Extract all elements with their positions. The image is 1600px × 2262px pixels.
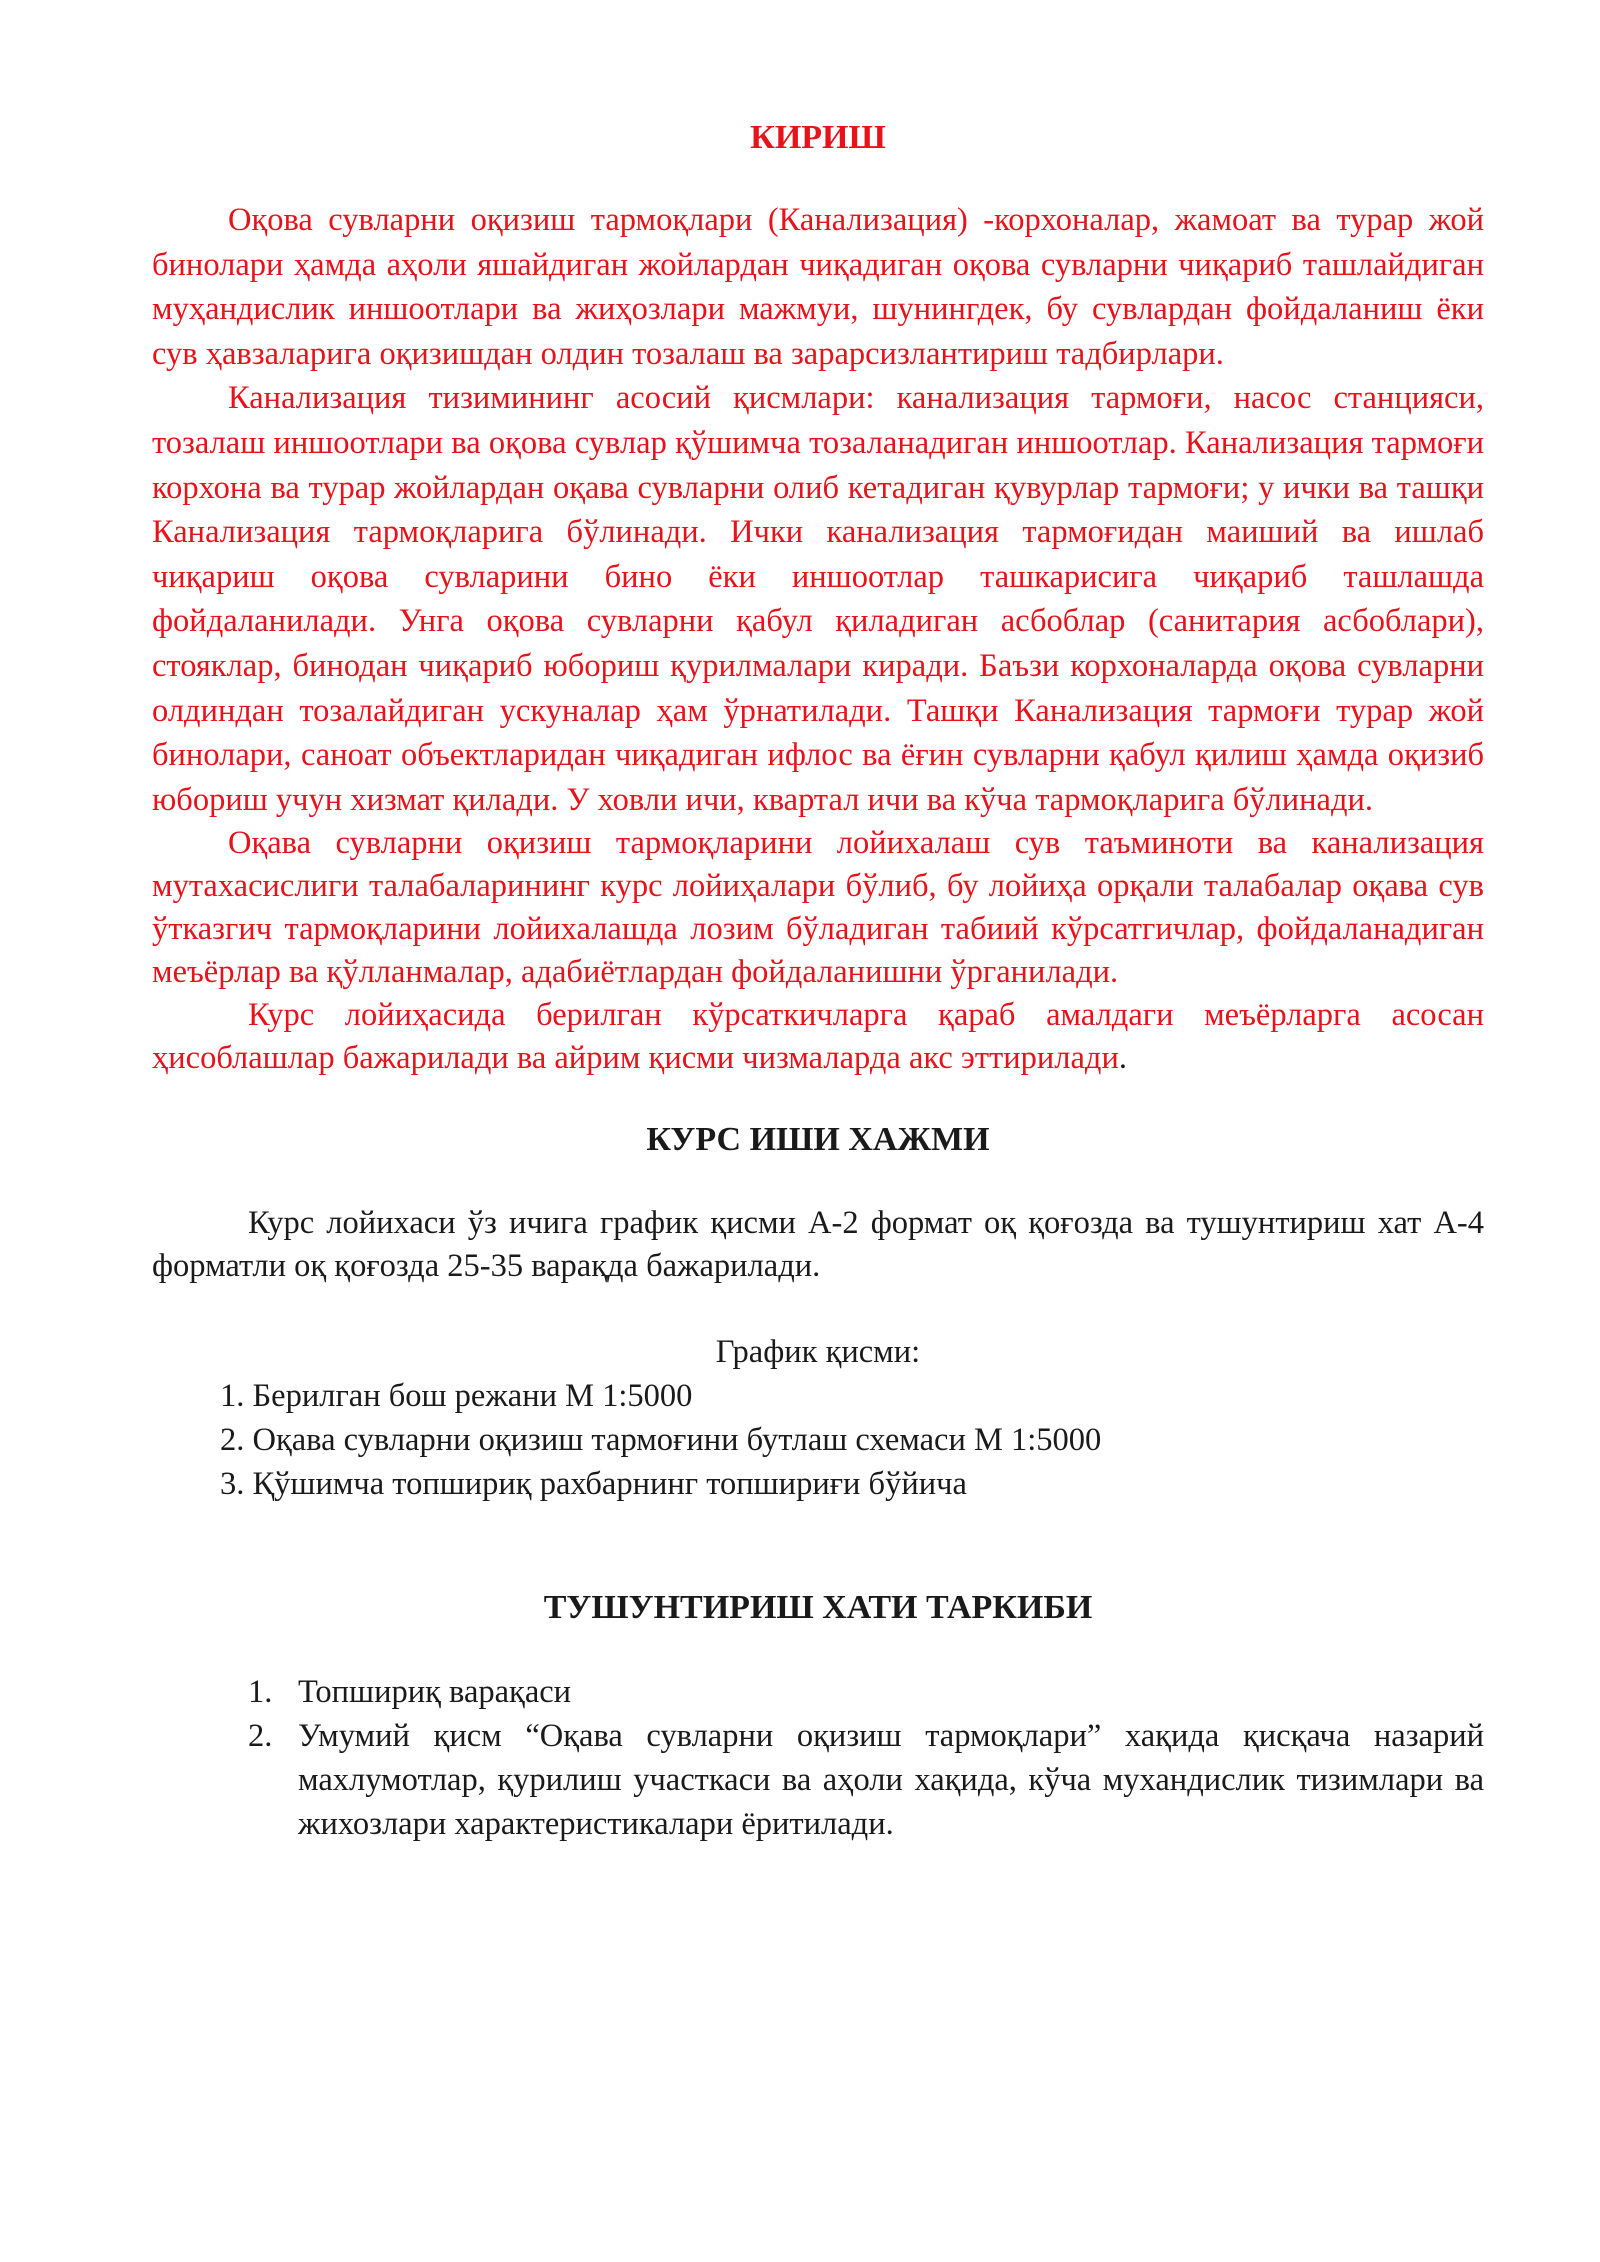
list-item-text: Топшириқ варақаси [298, 1674, 572, 1711]
structure-title: ТУШУНТИРИШ ХАТИ ТАРКИБИ [543, 1589, 1093, 1627]
intro-paragraph: Канализация тизимининг асосий қисмлари: канализация тармоғи, насос станцияси, тозалаш иншоотлари ва оқова сувлар қўшимча тозаланадиган иншоотлар. Канализация тармоғи корхона ва турар жойлардан оқава сувларни олиб кетадиган қувурлар тармоғи; у ички ва ташқи Канализация тармоқларига бўлинади. Ички канализация тармоғидан маиший ва ишлаб чиқариш оқова сувларини бино ёки иншоотлар ташкарисига чиқариб ташлашда фойдаланилади. Унга оқова сувларни қабул қиладиган асбоблар (санитария асбоблари), стояклар, бинодан чиқариб юбориш қурилмалари киради. Баъзи корхоналарда оқова сувларни олдиндан тозалайдиган ускуналар ҳам ўрнатилади. Ташқи Канализация тармоғи турар жой бинолари, саноат объектларидан чиқадиган ифлос ва ёғин сувларни қабул қилиш ҳамда оқизиб юбориш учун хизмат қилади. У ховли ичи, квартал ичи ва кўча тармоқларига бўлинади. [152, 380, 1484, 818]
graphic-label: График қисми: [715, 1334, 921, 1371]
intro-paragraph [152, 994, 1484, 1080]
intro-section [152, 198, 1484, 1080]
structure-list [152, 1670, 1484, 1846]
document-page [152, 112, 1484, 1846]
list-item-number: 1. [220, 1378, 245, 1415]
list-item [152, 1714, 1484, 1846]
list-item [152, 1670, 1484, 1714]
intro-final-period: . [1118, 1040, 1127, 1077]
graphic-list [152, 1374, 1484, 1506]
list-item-text: Қўшимча топшириқ рахбарнинг топшириғи бўйича [252, 1466, 967, 1503]
intro-title: КИРИШ [750, 119, 886, 156]
list-item-text: Оқава сувларни оқизиш тармоғини бутлаш схемаси М 1:5000 [252, 1422, 1102, 1459]
intro-paragraph-text: Курс лойиҳасида берилган кўрсаткичларга қараб амалдаги меъёрларга асосан ҳисоблашлар бажарилади ва айрим қисми чизмаларда акс эттирилади [152, 997, 1484, 1077]
scope-title: КУРС ИШИ ХАЖМИ [646, 1121, 990, 1159]
scope-paragraph: Курс лойихаси ўз ичига график қисми А-2 формат оқ қоғозда ва тушунтириш хат А-4 форматли оқ қоғозда 25-35 варақда бажарилади. [152, 1205, 1484, 1285]
list-item [152, 1462, 1484, 1506]
list-item-number: 1. [248, 1674, 273, 1711]
list-item-number: 3. [220, 1466, 245, 1503]
list-item-text: Берилган бош режани М 1:5000 [252, 1378, 693, 1415]
list-item [152, 1418, 1484, 1462]
list-item-number: 2. [220, 1422, 245, 1459]
intro-paragraph: Оқава сувларни оқизиш тармоқларини лойихалаш сув таъминоти ва канализация мутахасислиги талабаларининг курс лойиҳалари бўлиб, бу лойиҳа орқали талабалар оқава сув ўтказгич тармоқларини лойихалашда лозим бўладиган табиий кўрсатгичлар, фойдаланадиган меъёрлар ва қўлланмалар, адабиётлардан фойдаланишни ўрганилади. [152, 825, 1484, 991]
list-item-text: Умумий қисм “Оқава сувларни оқизиш тармоқлари” хақида қисқача назарий махлумотлар, қурилиш участкаси ва аҳоли хақида, кўча мухандислик тизимлари ва жихозлари характеристикалари ёритилади. [298, 1718, 1484, 1843]
list-item-number: 2. [248, 1718, 273, 1755]
list-item [152, 1374, 1484, 1418]
intro-paragraph: Оқова сувларни оқизиш тармоқлари (Канализация) -корхоналар, жамоат ва турар жой бинолари ҳамда аҳоли яшайдиган жойлардан чиқадиган оқова сувларни чиқариб ташлайдиган муҳандислик иншоотлари ва жиҳозлари мажмуи, шунингдек, бу сувлардан фойдаланиш ёки сув ҳавзаларига оқизишдан олдин тозалаш ва зарарсизлантириш тадбирлари. [152, 202, 1484, 372]
